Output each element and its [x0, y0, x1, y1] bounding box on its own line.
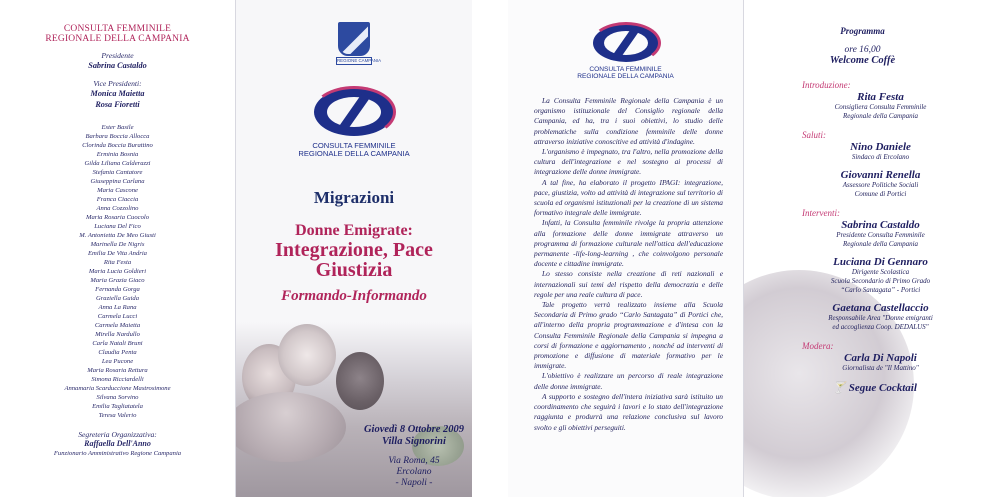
paragraph: A tal fine, ha elaborato il progetto IPAGI: integrazione, pace, giustizia, volto ad attività di integrazione sul territorio di scuola ed organismi istituzionali per la creazione di un sistema formativo integrale delle immigrate.: [534, 177, 723, 218]
description-panel: [508, 0, 744, 497]
member-name: Maria Rosaria Rettura: [87, 367, 148, 374]
member-name: Graziella Guida: [95, 295, 140, 302]
region-crest: [336, 22, 382, 68]
event-subtitle-3: Giustizia: [315, 259, 393, 281]
description-text: [534, 96, 723, 433]
speaker-role: “Carlo Santagata” - Portici: [840, 286, 921, 294]
speaker-role: Regionale della Campania: [842, 112, 919, 120]
speaker-name: Nino Daniele: [850, 141, 911, 153]
member-name: Anna La Rana: [98, 304, 137, 311]
member-name: Marinella De Nigris: [90, 241, 145, 248]
paragraph: Tale progetto verrà realizzato insieme alla Scuola Secondaria di Primo grado “Carlo Santagata” di Portici che, all'interno della propria programmazione e d'intesa con la Consulta Femminile Regionale della Campania si impegna a corsi di formazione e aggiornamento , nonché ad interventi di promozione e diffusione di materiale formativo per le immigrate.: [534, 300, 723, 371]
intro-label: Introduzione:: [802, 80, 851, 90]
member-name: Maria Lucia Goldieri: [88, 268, 147, 275]
org-name: CONSULTA FEMMINILE REGIONALE DELLA CAMPANIA: [45, 24, 190, 44]
page-gap: [472, 0, 508, 497]
speaker-role: Responsabile Area "Donne emigranti: [828, 314, 933, 322]
paragraph: Infatti, la Consulta femminile rivolge la propria attenzione alla formazione delle donne immigrate attraverso un programma di formazione culturale nell'ottica dell'educazione permanente -life-long-learning , che coinvolgono personale docente e cittadine immigrate.: [534, 218, 723, 269]
speaker-name: Carla Di Napoli: [844, 352, 917, 364]
crest-label: REGIONE CAMPANIA: [337, 58, 382, 63]
moderator-label: Modera:: [802, 341, 834, 351]
event-address-province: - Napoli -: [395, 478, 433, 488]
speaker-name: Giovanni Renella: [840, 169, 921, 181]
event-tagline: Formando-Informando: [281, 288, 427, 304]
paragraph: La Consulta Femminile Regionale della Campania è un organismo istituzionale del Consiglio regionale della Campania, ed ha, tra i suoi obiettivi, lo studio delle problematiche sulla condizione femminile delle donne attraverso iniziative conoscitive ed attività d'indagine.: [534, 96, 723, 146]
members-list: [0, 123, 235, 420]
member-name: Ester Basile: [101, 124, 134, 131]
member-name: Fernanda Gorga: [95, 286, 140, 293]
member-name: Carmela Maietta: [94, 322, 141, 329]
speaker-role: Giornalista de "Il Mattino": [842, 364, 919, 372]
speaker-role: Assessore Politiche Sociali: [842, 181, 919, 189]
logo-line-2: REGIONALE DELLA CAMPANIA: [577, 72, 674, 80]
speaker-name: Sabrina Castaldo: [841, 219, 920, 231]
member-name: Luciana Del Fico: [94, 223, 141, 230]
member-name: Erminia Bosnia: [96, 151, 139, 158]
member-name: Franca Ciaccia: [96, 196, 139, 203]
paragraph: L'obiettivo è realizzare un percorso di reale integrazione delle donne immigrate.: [534, 371, 723, 391]
member-name: Simona Ricciardelli: [91, 376, 144, 383]
member-name: Annamaria Scarduccione Mastrosimone: [64, 385, 171, 392]
president-name: Sabrina Castaldo: [88, 61, 147, 70]
consulta-logo-icon: [591, 22, 661, 64]
member-name: Mirella Nardullo: [95, 331, 140, 338]
logo-line-2: REGIONALE DELLA CAMPANIA: [298, 148, 410, 158]
member-name: Lea Pucone: [101, 358, 134, 365]
programme-heading: Programma: [840, 26, 885, 36]
member-name: Giuseppina Carlana: [90, 178, 145, 185]
consulta-logo-icon: [312, 86, 396, 138]
logo-line-1: CONSULTA FEMMINILE: [589, 66, 662, 73]
inside-logo: [508, 22, 743, 81]
speaker-role: Consigliera Consulta Femminile: [834, 103, 927, 111]
welcome-coffee: Welcome Coffè: [829, 55, 896, 66]
programme-panel: [744, 0, 981, 497]
speaker-name: Luciana Di Gennaro: [833, 256, 928, 268]
logo-line-1: CONSULTA FEMMINILE: [312, 141, 396, 150]
talks-label: Interventi:: [802, 208, 840, 218]
vice-president-name: Monica Maietta: [90, 89, 145, 98]
event-address-street: Via Roma, 45: [388, 456, 440, 466]
member-name: Gilda Liliana Calderazzi: [84, 160, 151, 167]
speaker-role: Dirigente Scolastica: [851, 268, 910, 276]
secretary-name: Raffaella Dell'Anno: [84, 439, 151, 448]
speaker-name: Rita Festa: [857, 91, 904, 103]
vice-president-name: Rosa Fioretti: [95, 100, 140, 109]
consulta-logo: [236, 86, 472, 158]
member-name: Silvana Sorvino: [96, 394, 139, 401]
event-address-city: Ercolano: [396, 467, 432, 477]
member-name: Stefania Cantatore: [92, 169, 143, 176]
member-name: Rita Festa: [103, 259, 132, 266]
member-name: Carla Natali Bruni: [92, 340, 143, 347]
crest-shield-icon: [338, 22, 370, 56]
event-date: Giovedì 8 Ottobre 2009: [363, 424, 464, 435]
cocktail-glass-icon: 🍸: [832, 382, 846, 394]
speaker-role: Regionale della Campania: [842, 240, 919, 248]
vice-president-role: Vice Presidenti:: [93, 79, 142, 88]
secretary-role: Segreteria Organizzativa:: [78, 430, 157, 439]
event-subtitle-1: Donne Emigrate:: [295, 222, 413, 239]
speaker-role: Sindaco di Ercolano: [851, 153, 910, 161]
paragraph: Lo stesso consiste nella creazione di reti nazionali e internazionali sui temi del rispetto della democrazia e delle regole per una reale cultura di pace.: [534, 269, 723, 299]
speaker-role: Scuola Secondario di Primo Grado: [830, 277, 931, 285]
paragraph: L'organismo è impegnato, tra l'altro, nella promozione della cultura dell'integrazione e nel sostegno ai processi di integrazione delle donne immigrate.: [534, 147, 723, 177]
speaker-name: Gaetana Castellaccio: [832, 302, 929, 314]
event-title: Migrazioni: [313, 188, 395, 207]
member-name: Teresa Valerio: [98, 412, 137, 419]
member-name: Barbara Boccia Allocca: [85, 133, 150, 140]
secretary-title: Funzionario Amministrativo Regione Campania: [53, 450, 182, 457]
president-role: Presidente: [101, 51, 134, 60]
member-name: Carmela Lucci: [97, 313, 138, 320]
speaker-role: Presidente Consulta Femminile: [836, 231, 925, 239]
cover-panel: [236, 0, 472, 497]
member-name: Anna Cozzolino: [96, 205, 139, 212]
member-name: Clorinda Boccia Burattino: [82, 142, 153, 149]
closing-cocktail: 🍸 Segue Cocktail: [832, 382, 917, 394]
member-name: Maria Grazia Giaco: [90, 277, 145, 284]
member-name: Emilia De Vita Andria: [88, 250, 147, 257]
committee-panel: [0, 0, 236, 497]
greetings-label: Saluti:: [802, 130, 826, 140]
member-name: Claudia Penta: [98, 349, 137, 356]
speaker-role: ed accoglienza Coop. DEDALUS": [832, 323, 929, 331]
speaker-role: Comune di Portici: [854, 190, 907, 198]
programme-time: ore 16,00: [844, 45, 881, 55]
event-venue: Villa Signorini: [382, 436, 446, 447]
member-name: Emilia Tagliatatela: [92, 403, 143, 410]
member-name: Maria Cascone: [97, 187, 138, 194]
member-name: M. Antonietta De Meo Giusti: [79, 232, 156, 239]
member-name: Maria Rosaria Cuocolo: [85, 214, 149, 221]
paragraph: A supporto e sostegno dell'intera iniziativa sarà istituito un coordinamento che seguirà i lavori e lo stato dell'integrazione raggiunta e produrrà una relazione conclusiva sul lavoro svolto e gli obiettivi perseguiti.: [534, 391, 723, 432]
event-details: [364, 424, 464, 489]
event-subtitle-2: Integrazione, Pace: [275, 239, 433, 261]
